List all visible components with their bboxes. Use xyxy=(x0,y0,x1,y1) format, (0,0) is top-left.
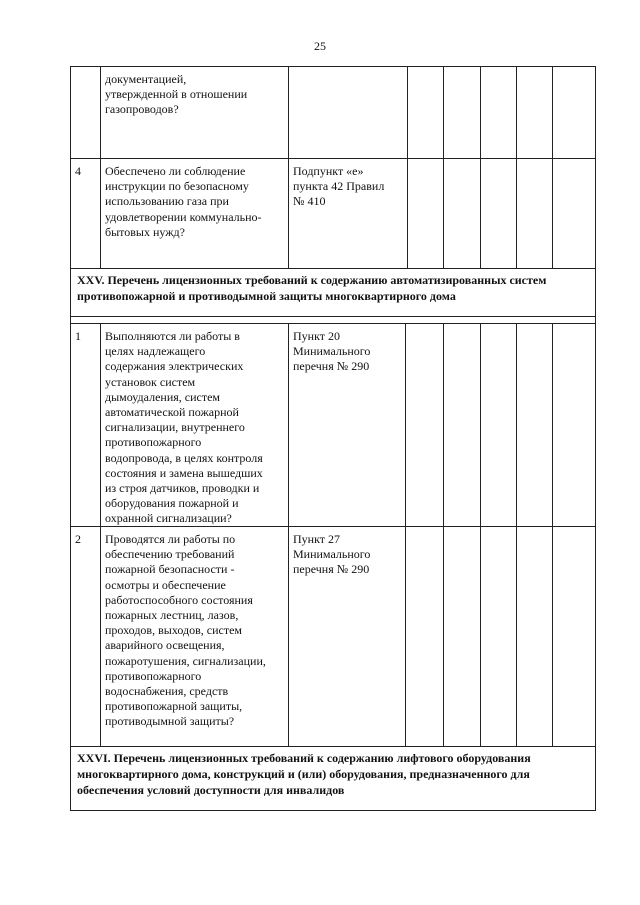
section-heading xyxy=(70,269,596,317)
question-cell: Выполняются ли работы в целях надлежащего содержания электрических установок систем дымоудаления, систем автоматической пожарной сигнализации, внутреннего противопожарного водопровода, в целях контроля состояния и замена вышедших из строя датчиков, проводки и оборудования пожарной и охранной сигнализации? xyxy=(105,329,263,526)
checklist-table xyxy=(70,66,596,811)
row-number: 4 xyxy=(75,164,81,178)
row-number: 2 xyxy=(75,532,81,546)
reference-cell: Подпункт «е» пункта 42 Правил № 410 xyxy=(293,164,385,209)
question-cell: Обеспечено ли соблюдение инструкции по безопасному использованию газа при удовлетворении коммунально- бытовых нужд? xyxy=(105,164,262,239)
reference-cell: Пункт 20 Минимального перечня № 290 xyxy=(293,329,371,374)
question-cell: документацией, утвержденной в отношении газопроводов? xyxy=(105,72,248,117)
table-row xyxy=(70,159,596,269)
table-row-spacer xyxy=(70,317,596,324)
table-row xyxy=(70,66,596,159)
section-heading-text: XXVI. Перечень лицензионных требований к содержанию лифтового оборудования многоквартирного дома, конструкций и (или) оборудования, предназначенного для обеспечения условий доступности для инвалидов xyxy=(77,751,531,797)
section-heading-text: XXV. Перечень лицензионных требований к содержанию автоматизированных систем противопожарной и противодымной защиты многоквартирного дома xyxy=(77,273,547,303)
question-cell: Проводятся ли работы по обеспечению требований пожарной безопасности - осмотры и обеспечение работоспособного состояния пожарных лестниц, лазов, проходов, выходов, систем аварийного освещения, пожаротушения, сигнализации, противопожарного водоснабжения, средств противопожарной защиты, противодымной защиты? xyxy=(105,532,266,729)
row-number: 1 xyxy=(75,329,81,343)
reference-cell: Пункт 27 Минимального перечня № 290 xyxy=(293,532,371,577)
table-row xyxy=(70,527,596,747)
page-number: 25 xyxy=(314,39,326,53)
section-heading xyxy=(70,747,596,811)
table-row xyxy=(70,324,596,527)
